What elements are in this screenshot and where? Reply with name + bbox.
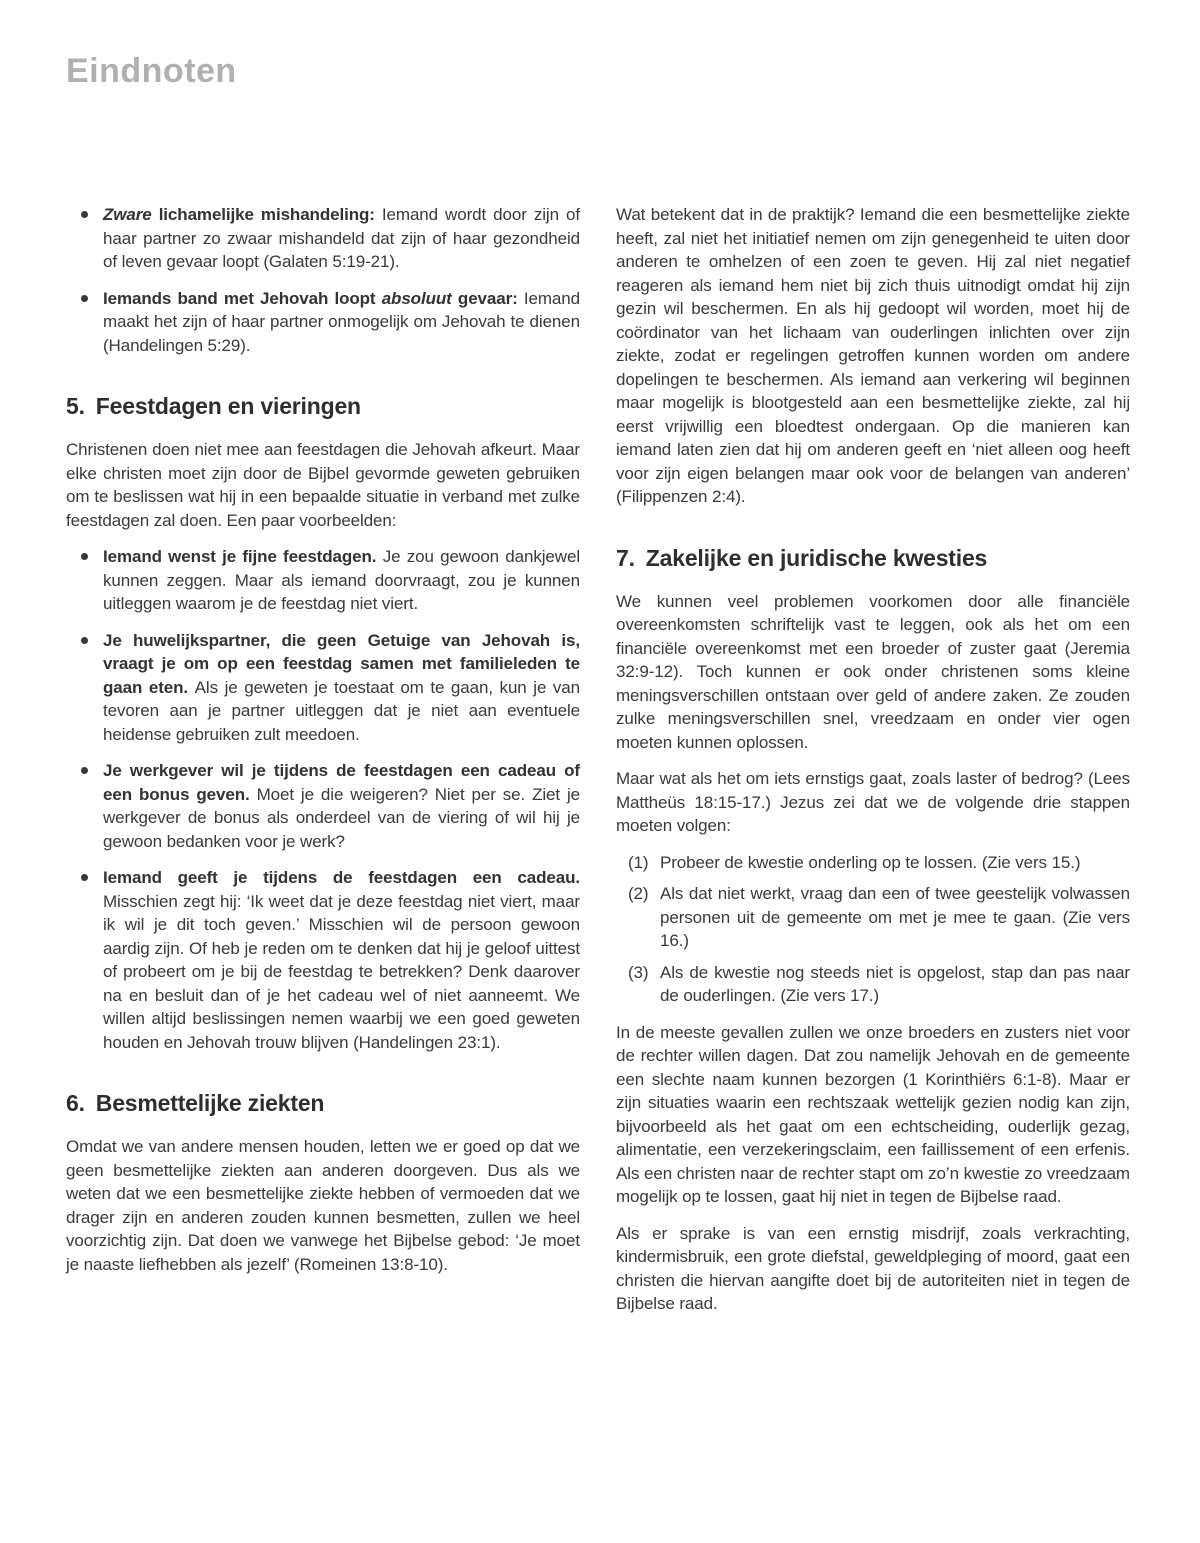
bullet-icon — [81, 211, 88, 218]
list-item — [66, 866, 580, 1054]
section-number: 6. — [66, 1090, 85, 1116]
bullet-text: Iemand wenst je fijne feestdagen. Je zou gewoon dankjewel kunnen zeggen. Maar als iemand doorvraagt, zou je kunnen uitleggen waarom je de feestdag niet viert. — [103, 547, 581, 613]
item-number: (3) — [628, 962, 649, 982]
section-7-paragraph: In de meeste gevallen zullen we onze broeders en zusters niet voor de rechter willen dagen. Dat zou namelijk Jehovah en de gemeente een slechte naam kunnen bezorgen (1 Korinthiërs 6:1-8). Maar er zijn situaties waarin een rechtszaak wettelijk gezien nodig kan zijn, bijvoorbeeld als het gaat om een echtscheiding, ouderlijk gezag, alimentatie, een verzekeringsclaim, een faillissement of een erfenis. Als een christen naar de rechter stapt om zo’n kwestie zo vreedzaam mogelijk op te lossen, gaat hij niet in tegen de Bijbelse raad. — [616, 1022, 1130, 1206]
bullet-text: Iemand geeft je tijdens de feestdagen een cadeau. Misschien zegt hij: ‘Ik weet dat je deze feestdag niet viert, maar ik wil je dit toch geven.’ Misschien wil de persoon gewoon aardig zijn. Of heb je reden om te denken dat hij je geloof uittest of probeert om je bij de feestdag te betrekken? Denk daarover na en besluit dan of je het cadeau wel of niet aanneemt. We willen altijd beslissingen nemen waarbij we een goed geweten houden en Jehovah trouw blijven (Handelingen 23:1). — [103, 868, 580, 1052]
section-title: Zakelijke en juridische kwesties — [645, 544, 988, 571]
left-column — [66, 203, 580, 1316]
item-number: (1) — [628, 852, 649, 872]
section-title: Feestdagen en vieringen — [95, 393, 361, 419]
list-item — [66, 203, 580, 274]
section-number: 7. — [616, 544, 635, 571]
numbered-list-item — [616, 851, 1130, 875]
section-title: Besmettelijke ziekten — [95, 1090, 325, 1116]
section-heading-5 — [66, 391, 580, 421]
item-text: Als de kwestie nog steeds niet is opgelost, stap dan pas naar de ouderlingen. (Zie vers 17.) — [660, 962, 1130, 1005]
bullet-icon — [81, 767, 88, 774]
item-number: (2) — [628, 884, 649, 903]
bullet-icon — [81, 874, 88, 881]
list-item — [66, 545, 580, 616]
section-7-paragraph: Als er sprake is van een ernstig misdrijf, zoals verkrachting, kindermisbruik, een grote diefstal, geweldpleging of moord, gaat een christen die hiervan aangifte doet bij de autoriteiten niet in tegen de Bijbelse raad. — [616, 1223, 1130, 1313]
list-item — [66, 287, 580, 358]
item-text: Als dat niet werkt, vraag dan een of twee geestelijk volwassen personen uit de gemeente om met je mee te gaan. (Zie vers 16.) — [660, 884, 1130, 950]
three-steps-list — [616, 851, 1130, 1008]
bullet-text: Iemands band met Jehovah loopt absoluut gevaar: Iemand maakt het zijn of haar partner onmogelijk om Jehovah te dienen (Handelingen 5:29). — [103, 288, 580, 355]
endnote-bullet-list — [66, 203, 580, 357]
two-column-layout — [66, 203, 1130, 1316]
section-7-paragraph: Maar wat als het om iets ernstigs gaat, zoals laster of bedrog? (Lees Mattheüs 18:15-17.) Jezus zei dat we de volgende drie stappen moeten volgen: — [616, 769, 1130, 835]
list-item — [66, 629, 580, 747]
section-5-intro-paragraph: Christenen doen niet mee aan feestdagen die Jehovah afkeurt. Maar elke christen moet zijn door de Bijbel gevormde geweten gebruiken om te beslissen wat hij in een bepaalde situatie in verband met zulke feestdagen zal doen. Een paar voorbeelden: — [66, 440, 580, 530]
bullet-icon — [81, 637, 88, 644]
bullet-text: Zware lichamelijke mishandeling: Iemand wordt door zijn of haar partner zo zwaar mishandeld dat zijn of haar gezondheid of leven gevaar loopt (Galaten 5:19-21). — [103, 205, 580, 271]
bullet-icon — [81, 295, 88, 302]
numbered-list-item — [616, 882, 1130, 953]
section-5-bullet-list — [66, 545, 580, 1054]
section-6-paragraph: Omdat we van andere mensen houden, letten we er goed op dat we geen besmettelijke ziekten aan anderen doorgeven. Dus als we weten dat we een besmettelijke ziekte hebben of vermoeden dat we drager zijn en anderen zouden kunnen besmetten, zullen we heel voorzichtig zijn. Dat doen we vanwege het Bijbelse gebod: ‘Je moet je naaste liefhebben als jezelf’ (Romeinen 13:8-10). — [66, 1137, 580, 1274]
bullet-text: Je huwelijkspartner, die geen Getuige van Jehovah is, vraagt je om op een feestdag samen met familieleden te gaan eten. Als je geweten je toestaat om te gaan, kun je van tevoren aan je partner uitleggen dat je niet aan eventuele heidense gebruiken zult meedoen. — [103, 630, 581, 744]
bullet-text: Je werkgever wil je tijdens de feestdagen een cadeau of een bonus geven. Moet je die weigeren? Niet per se. Ziet je werkgever de bonus als onderdeel van de viering of wil hij je gewoon bedanken voor je werk? — [103, 761, 580, 851]
section-heading-7 — [616, 543, 1130, 573]
section-7-paragraph: We kunnen veel problemen voorkomen door alle financiële overeenkomsten schriftelijk vast te leggen, ook als het om een financiële overeenkomst met een broeder of zuster gaat (Jeremia 32:9-12). Toch kunnen er ook onder christenen soms kleine meningsverschillen ontstaan over geld of andere zaken. Ze zouden zulke meningsverschillen snel, vreedzaam en onder vier ogen moeten kunnen oplossen. — [616, 591, 1130, 752]
section-6-practice-paragraph: Wat betekent dat in de praktijk? Iemand die een besmettelijke ziekte heeft, zal niet het initiatief nemen om zijn genegenheid te uiten door anderen te omhelzen of een zoen te geven. Hij zal niet negatief reageren als iemand hem niet bij zich thuis uitnodigt omdat hij zijn gezin wil beschermen. En als hij gedoopt wil worden, moet hij de coördinator van het lichaam van ouderlingen inlichten over zijn ziekte, zodat er regelingen getroffen kunnen worden om andere dopelingen te beschermen. Als iemand aan verkering wil beginnen maar mogelijk is blootgesteld aan een besmettelijke ziekte, zal hij eerst vrijwillig een bloedtest ondergaan. Op die manieren kan iemand laten zien dat hij om anderen geeft en ‘niet alleen oog heeft voor zijn eigen belangen maar ook voor de belangen van anderen’ (Filippenzen 2:4). — [616, 205, 1130, 506]
section-number: 5. — [66, 393, 85, 419]
page-title: Eindnoten — [66, 52, 237, 90]
list-item — [66, 759, 580, 853]
numbered-list-item — [616, 961, 1130, 1008]
right-column — [616, 203, 1130, 1316]
bullet-icon — [81, 553, 88, 560]
section-heading-6 — [66, 1088, 580, 1118]
item-text: Probeer de kwestie onderling op te lossen. (Zie vers 15.) — [660, 852, 1081, 872]
